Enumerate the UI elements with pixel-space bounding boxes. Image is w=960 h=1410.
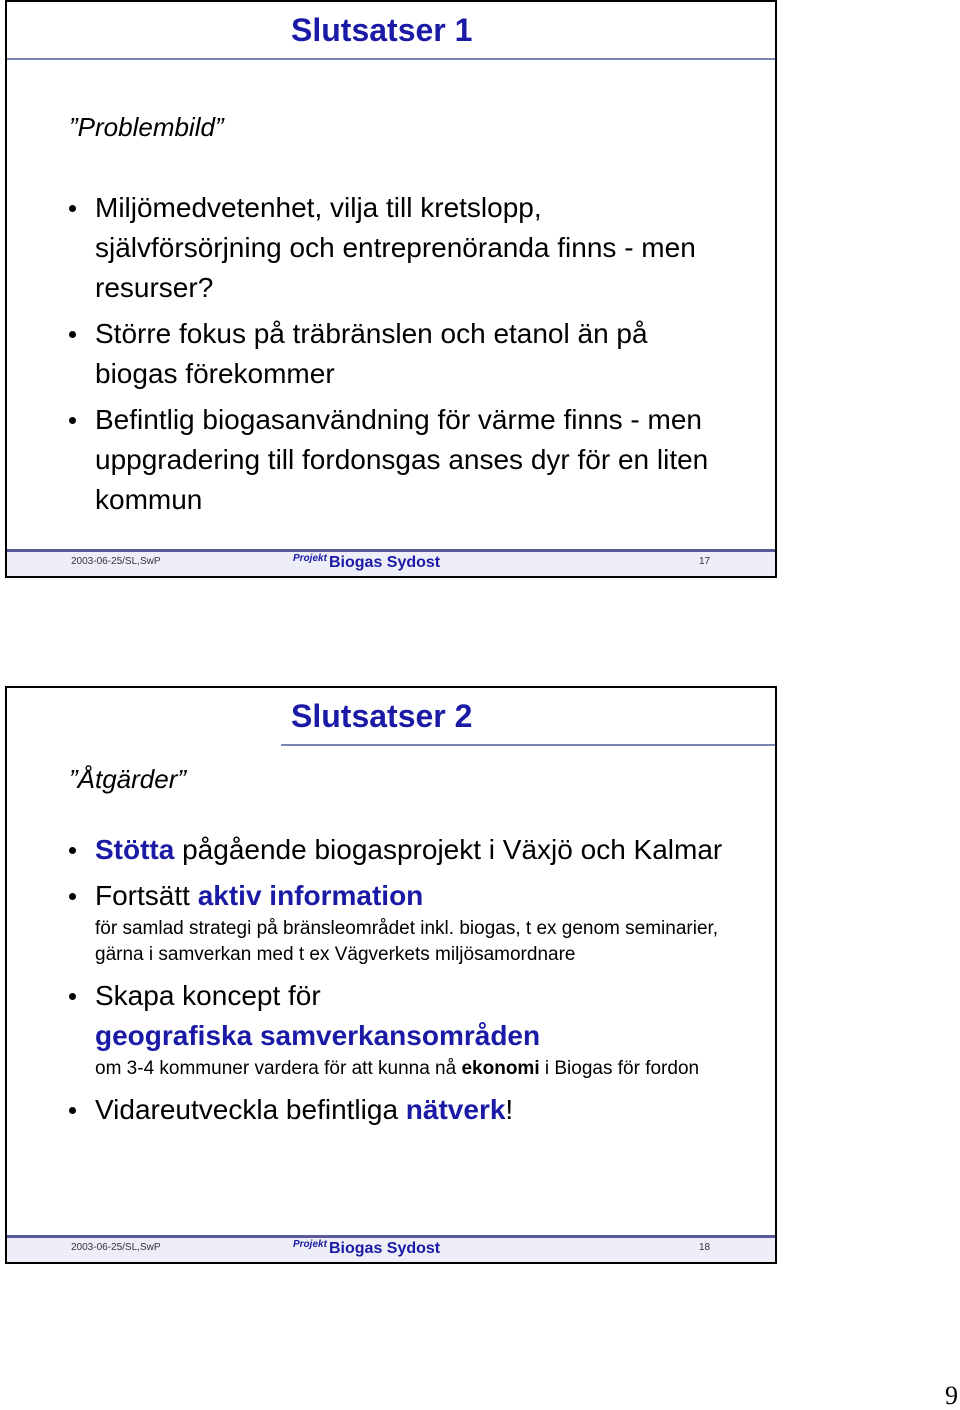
bullet-text: Skapa koncept för (95, 980, 321, 1011)
list-item (67, 400, 735, 520)
bullet-subtext: för samlad strategi på bränsleområdet inkl. biogas, t ex genom seminarier, gärna i samverkan med t ex Vägverkets miljösamordnare (95, 918, 719, 965)
list-item (67, 876, 735, 968)
slide-kicker: ”Åtgärder” (69, 764, 187, 794)
slide-number: 17 (699, 556, 711, 567)
bullet-text: Befintlig biogasanvändning för värme finns - men uppgradering till fordonsgas anses dyr för en liten kommun (95, 404, 709, 515)
footer-date: 2003-06-25/SL,SwP (71, 1242, 161, 1253)
highlight-text: nätverk (405, 1094, 506, 1125)
bullet-end: ! (505, 1094, 514, 1125)
bullet-text: Större fokus på träbränslen och etanol än på biogas förekommer (95, 318, 648, 389)
subtext-bold: ekonomi (461, 1058, 540, 1079)
bullet-icon (69, 1107, 76, 1114)
highlight-text: Stötta (95, 834, 175, 865)
title-divider (7, 58, 775, 60)
slide-footer (7, 1235, 775, 1262)
bullet-list (67, 188, 735, 520)
highlight-text: geografiska samverkansområden (95, 1020, 541, 1051)
footer-project-label: Projekt (293, 553, 327, 564)
footer-brand: Biogas Sydost (329, 554, 441, 571)
list-item (67, 1090, 735, 1130)
footer-brand: Biogas Sydost (329, 1240, 441, 1257)
list-item (67, 830, 735, 870)
footer-date: 2003-06-25/SL,SwP (71, 556, 161, 567)
bullet-subtext (95, 1056, 735, 1082)
slide-footer (7, 549, 775, 576)
list-item (67, 188, 735, 308)
slide-17 (5, 0, 777, 578)
footer-project-label: Projekt (293, 1239, 327, 1250)
slide-title: Slutsatser 2 (291, 698, 473, 734)
bullet-text: pågående biogasprojekt i Växjö och Kalmar (174, 834, 723, 865)
bullet-icon (69, 893, 76, 900)
slide-kicker: ”Problembild” (69, 112, 224, 142)
title-divider (281, 744, 775, 746)
bullet-text: Vidareutveckla befintliga (95, 1094, 406, 1125)
bullet-text: Fortsätt (95, 880, 198, 911)
slide-title: Slutsatser 1 (291, 12, 473, 48)
bullet-icon (69, 847, 76, 854)
bullet-icon (69, 331, 76, 338)
bullet-icon (69, 993, 76, 1000)
slide-18 (5, 686, 777, 1264)
highlight-text: aktiv information (197, 880, 424, 911)
bullet-text: Miljömedvetenhet, vilja till kretslopp, självförsörjning och entreprenöranda finns - men resurser? (95, 192, 696, 303)
slide-number: 18 (699, 1242, 711, 1253)
bullet-list (67, 830, 735, 1130)
subtext-part: i Biogas för fordon (539, 1058, 700, 1079)
bullet-icon (69, 417, 76, 424)
list-item (67, 976, 735, 1082)
bullet-icon (69, 205, 76, 212)
subtext-part: om 3-4 kommuner vardera för att kunna nå (95, 1058, 462, 1079)
page-number: 9 (945, 1381, 958, 1410)
list-item (67, 314, 735, 394)
